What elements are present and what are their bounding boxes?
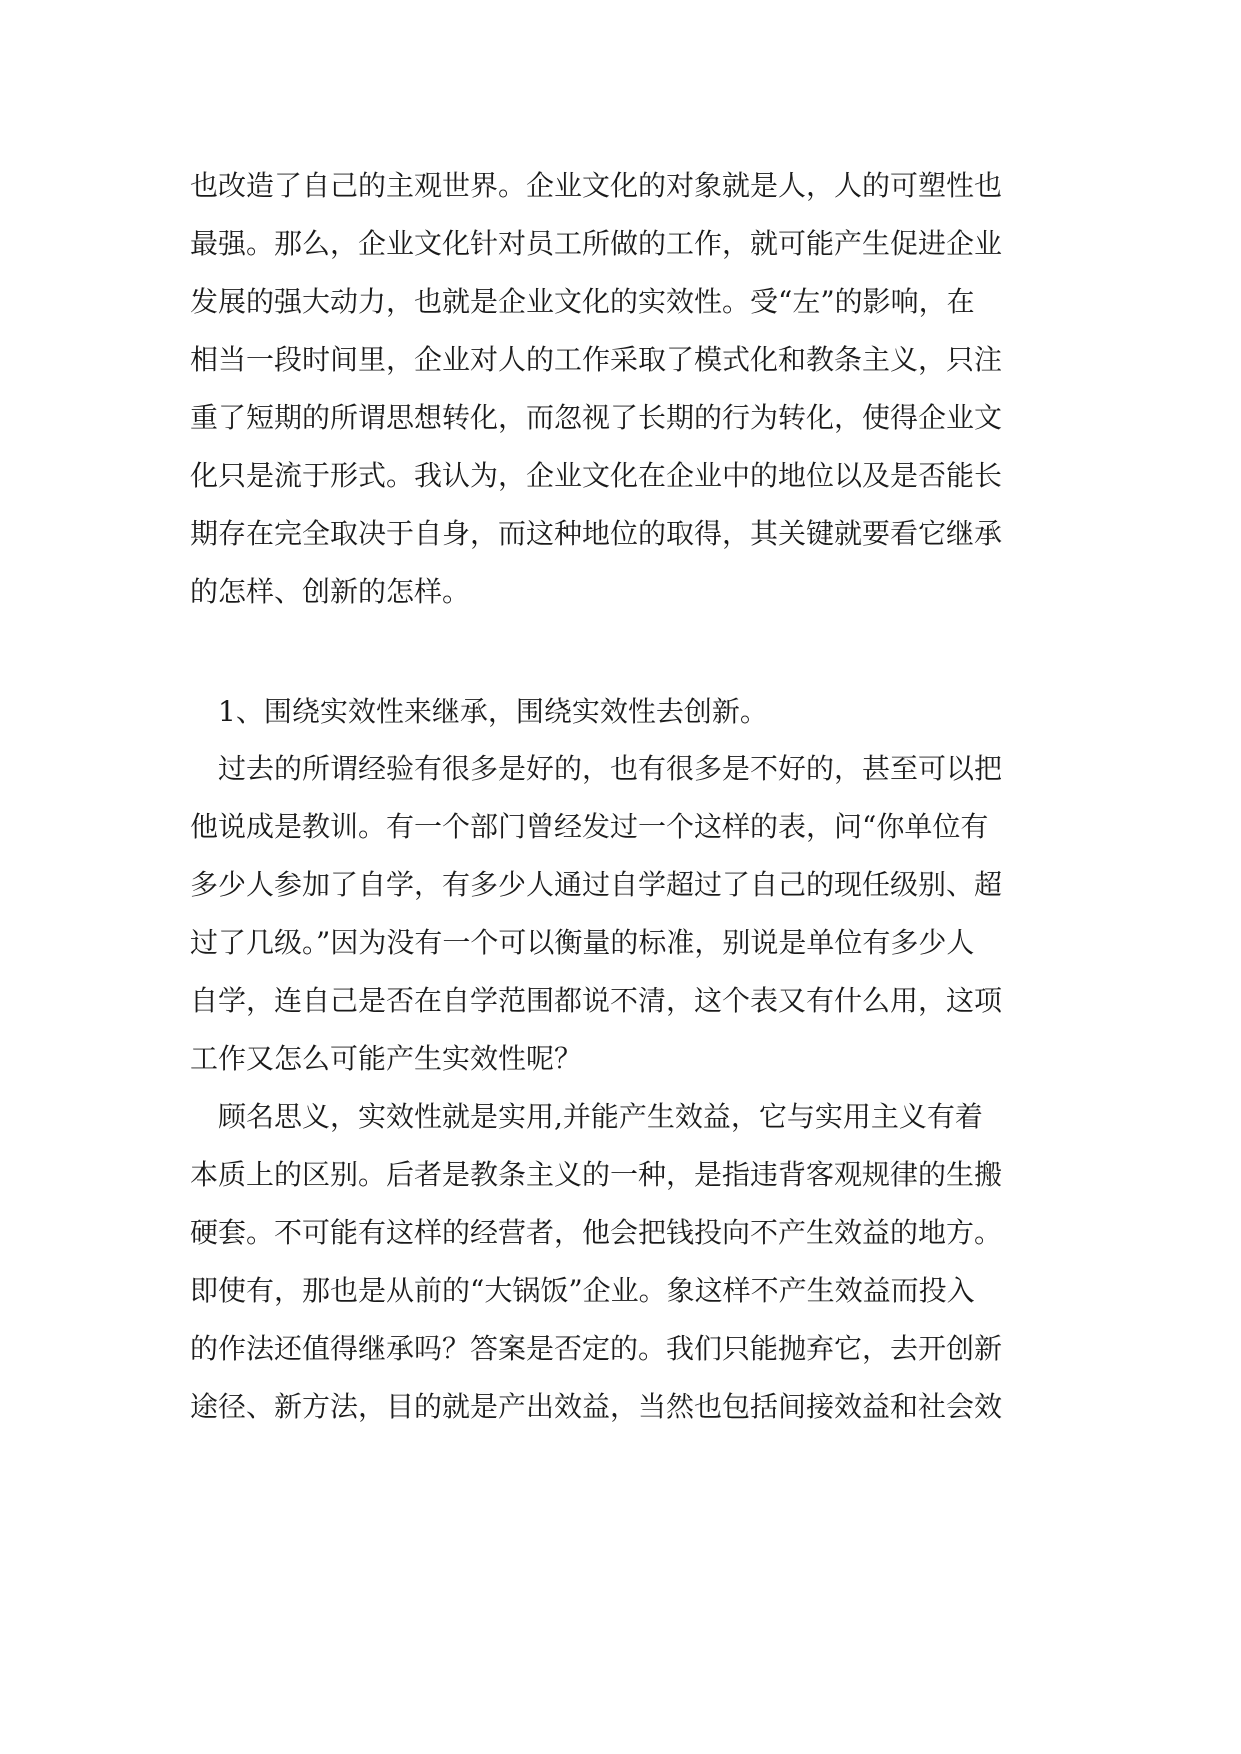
paragraph-1-line-6: 化只是流于形式。我认为，企业文化在企业中的地位以及是否能长 <box>190 459 1003 492</box>
paragraph-3-line-4: 即使有，那也是从前的“大锅饭”企业。象这样不产生效益而投入 <box>190 1274 975 1307</box>
paragraph-1-line-5: 重了短期的所谓思想转化，而忽视了长期的行为转化，使得企业文 <box>190 401 1003 434</box>
paragraph-2-line-1: 过去的所谓经验有很多是好的，也有很多是不好的，甚至可以把 <box>218 752 1003 785</box>
paragraph-1-line-7: 期存在完全取决于自身，而这种地位的取得，其关键就要看它继承 <box>190 517 1003 550</box>
paragraph-1-line-2: 最强。那么，企业文化针对员工所做的工作，就可能产生促进企业 <box>190 227 1003 260</box>
paragraph-3-line-2: 本质上的区别。后者是教条主义的一种，是指违背客观规律的生搬 <box>190 1158 1003 1191</box>
paragraph-1-line-8: 的怎样、创新的怎样。 <box>190 575 471 608</box>
paragraph-3-line-1: 顾名思义，实效性就是实用,并能产生效益，它与实用主义有着 <box>218 1100 983 1133</box>
paragraph-1-line-1: 也改造了自己的主观世界。企业文化的对象就是人，人的可塑性也 <box>190 169 1003 202</box>
paragraph-3-line-6: 途径、新方法，目的就是产出效益，当然也包括间接效益和社会效 <box>190 1390 1003 1423</box>
paragraph-3-line-3: 硬套。不可能有这样的经营者，他会把钱投向不产生效益的地方。 <box>190 1216 1003 1249</box>
paragraph-2-line-3: 多少人参加了自学，有多少人通过自学超过了自己的现任级别、超 <box>190 868 1003 901</box>
paragraph-2-line-2: 他说成是教训。有一个部门曾经发过一个这样的表，问“你单位有 <box>190 810 989 843</box>
paragraph-1-line-3: 发展的强大动力，也就是企业文化的实效性。受“左”的影响，在 <box>190 285 975 318</box>
paragraph-1-line-4: 相当一段时间里，企业对人的工作采取了模式化和教条主义，只注 <box>190 343 1003 376</box>
paragraph-2-line-6: 工作又怎么可能产生实效性呢？ <box>190 1042 583 1075</box>
paragraph-2-line-4: 过了几级。”因为没有一个可以衡量的标准，别说是单位有多少人 <box>190 926 975 959</box>
paragraph-3-line-5: 的作法还值得继承吗？答案是否定的。我们只能抛弃它，去开创新 <box>190 1332 1003 1365</box>
section-heading-1: 1、围绕实效性来继承，围绕实效性去创新。 <box>218 695 768 728</box>
paragraph-2-line-5: 自学，连自己是否在自学范围都说不清，这个表又有什么用，这项 <box>190 984 1003 1017</box>
